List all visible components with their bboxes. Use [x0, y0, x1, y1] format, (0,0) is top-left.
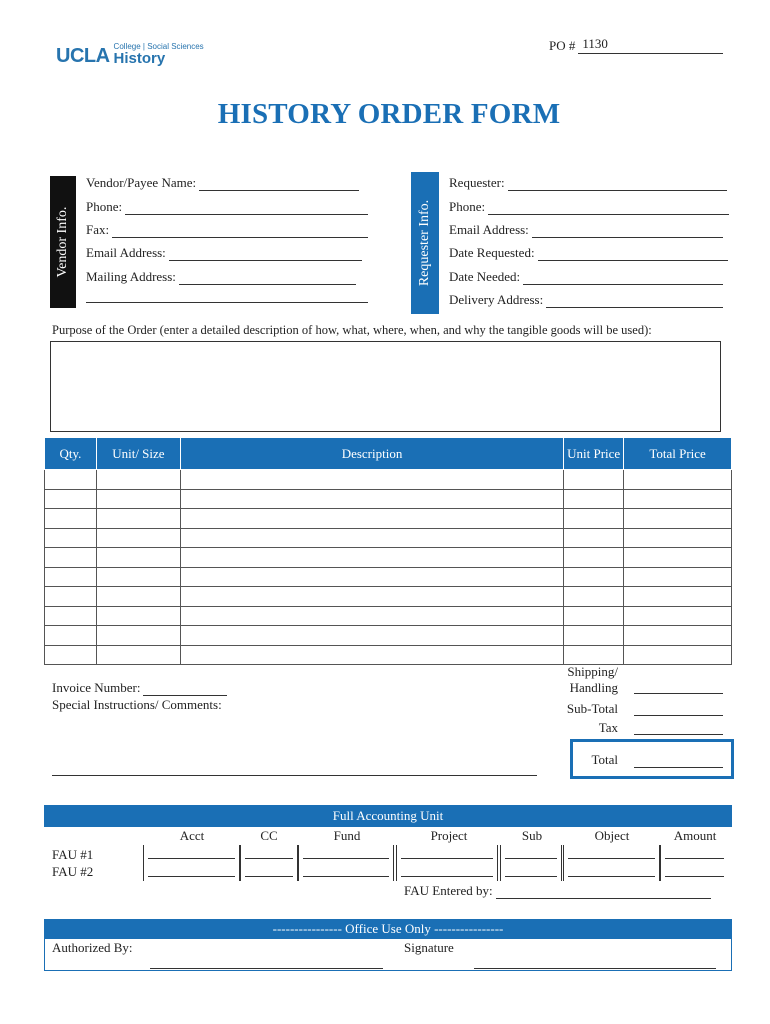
- header-unit-size: Unit/ Size: [96, 438, 180, 470]
- vendor-fax-field[interactable]: [86, 222, 368, 238]
- invoice-number-label: Invoice Number:: [52, 680, 141, 695]
- delivery-address-label: Delivery Address:: [449, 292, 544, 307]
- cell-unit-size[interactable]: [96, 587, 180, 607]
- po-field[interactable]: [578, 38, 723, 54]
- fau-cell-fund[interactable]: [298, 845, 394, 881]
- logo-department: History: [113, 50, 166, 67]
- tax-label: Tax: [598, 720, 618, 735]
- header-description: Description: [180, 438, 563, 470]
- cell-unit-size[interactable]: [96, 489, 180, 509]
- cell-unit-price[interactable]: [564, 470, 624, 490]
- fau-cell-project[interactable]: [396, 845, 498, 881]
- fau-line: [245, 858, 293, 859]
- total-field[interactable]: [634, 755, 723, 768]
- cell-total-price[interactable]: [624, 470, 732, 490]
- cell-unit-size[interactable]: [96, 528, 180, 548]
- cell-unit-size[interactable]: [96, 606, 180, 626]
- vendor-fax-label: Fax:: [86, 222, 110, 237]
- fau-line: [303, 858, 389, 859]
- cell-qty[interactable]: [45, 509, 97, 529]
- po-number: [549, 38, 723, 54]
- signature-field[interactable]: [474, 957, 716, 969]
- table-row: [45, 626, 732, 646]
- fau-cell-cc[interactable]: [240, 845, 298, 881]
- cell-qty[interactable]: [45, 587, 97, 607]
- vendor-name-field[interactable]: [86, 175, 359, 191]
- shipping-field[interactable]: [634, 681, 723, 694]
- items-table: [44, 437, 732, 665]
- header-unit-price: Unit Price: [564, 438, 624, 470]
- requester-tab-label: Requester Info.: [417, 199, 432, 287]
- shipping-label: Shipping/ Handling: [567, 664, 618, 695]
- fau-entered-by-field[interactable]: [404, 883, 711, 899]
- fau-1-label: FAU #1: [52, 847, 94, 862]
- cell-unit-price[interactable]: [564, 645, 624, 665]
- fau-2-label: FAU #2: [52, 864, 94, 879]
- fau-line: [245, 876, 293, 877]
- cell-qty[interactable]: [45, 548, 97, 568]
- vendor-email-label: Email Address:: [86, 245, 166, 260]
- vendor-mailing-field[interactable]: [86, 269, 356, 285]
- cell-unit-price[interactable]: [564, 548, 624, 568]
- cell-unit-price[interactable]: [564, 528, 624, 548]
- cell-unit-price[interactable]: [564, 587, 624, 607]
- fau-line: [665, 858, 724, 859]
- cell-total-price[interactable]: [624, 528, 732, 548]
- po-value: 1130: [582, 36, 608, 51]
- full-accounting-unit-header: Full Accounting Unit: [44, 805, 732, 827]
- office-use-header: ---------------- Office Use Only ----------------: [44, 919, 732, 939]
- requester-phone-label: Phone:: [449, 199, 486, 214]
- fau-cell-sub[interactable]: [500, 845, 562, 881]
- cell-description[interactable]: [180, 548, 563, 568]
- cell-unit-size[interactable]: [96, 548, 180, 568]
- requester-info-tab: [411, 172, 439, 314]
- ucla-history-logo: [56, 42, 204, 66]
- special-instructions-label: Special Instructions/ Comments:: [52, 697, 222, 712]
- form-title: HISTORY ORDER FORM: [217, 98, 561, 130]
- table-row: [45, 528, 732, 548]
- fau-line: [401, 876, 493, 877]
- cell-description[interactable]: [180, 470, 563, 490]
- cell-total-price[interactable]: [624, 548, 732, 568]
- vendor-info-tab: [50, 176, 76, 308]
- requester-name-label: Requester:: [449, 175, 505, 190]
- cell-qty[interactable]: [45, 645, 97, 665]
- cell-description[interactable]: [180, 567, 563, 587]
- authorized-by-field[interactable]: [150, 957, 383, 969]
- cell-qty[interactable]: [45, 470, 97, 490]
- cell-unit-price[interactable]: [564, 567, 624, 587]
- cell-qty[interactable]: [45, 606, 97, 626]
- table-row: [45, 489, 732, 509]
- fau-line: [568, 858, 655, 859]
- date-requested-field[interactable]: [449, 245, 728, 261]
- cell-description[interactable]: [180, 509, 563, 529]
- cell-unit-price[interactable]: [564, 606, 624, 626]
- cell-total-price[interactable]: [624, 587, 732, 607]
- vendor-email-field[interactable]: [86, 245, 362, 261]
- requester-email-label: Email Address:: [449, 222, 529, 237]
- header-total-price: Total Price: [624, 438, 732, 470]
- tax-field[interactable]: [634, 722, 723, 735]
- signature-label: Signature: [404, 940, 454, 955]
- requester-name-field[interactable]: [449, 175, 727, 191]
- authorized-by-label: Authorized By:: [52, 940, 133, 955]
- date-needed-label: Date Needed:: [449, 269, 521, 284]
- fau-line: [401, 858, 493, 859]
- date-requested-label: Date Requested:: [449, 245, 535, 260]
- table-row: [45, 606, 732, 626]
- vendor-phone-field[interactable]: [86, 199, 368, 215]
- cell-total-price[interactable]: [624, 567, 732, 587]
- cell-unit-price[interactable]: [564, 489, 624, 509]
- header-qty: Qty.: [45, 438, 97, 470]
- invoice-number-field[interactable]: [52, 680, 227, 696]
- table-row: [45, 470, 732, 490]
- cell-qty[interactable]: [45, 528, 97, 548]
- logo-brand: UCLA: [56, 45, 110, 67]
- fau-line: [505, 876, 557, 877]
- cell-qty[interactable]: [45, 567, 97, 587]
- col-project: Project: [430, 828, 468, 843]
- fau-line: [148, 858, 235, 859]
- table-row: [45, 587, 732, 607]
- table-row: [45, 567, 732, 587]
- subtotal-label: Sub-Total: [566, 701, 618, 716]
- comments-line[interactable]: [52, 762, 537, 776]
- fau-line: [568, 876, 655, 877]
- purpose-textarea[interactable]: [50, 341, 721, 432]
- vendor-mailing-label: Mailing Address:: [86, 269, 176, 284]
- cell-total-price[interactable]: [624, 489, 732, 509]
- cell-description[interactable]: [180, 489, 563, 509]
- col-amount: Amount: [673, 828, 717, 843]
- date-needed-field[interactable]: [449, 269, 723, 285]
- total-label: Total: [591, 752, 618, 767]
- table-row: [45, 645, 732, 665]
- cell-description[interactable]: [180, 645, 563, 665]
- vendor-phone-label: Phone:: [86, 199, 123, 214]
- po-label: PO #: [549, 38, 576, 53]
- requester-email-field[interactable]: [449, 222, 723, 238]
- cell-total-price[interactable]: [624, 606, 732, 626]
- vendor-tab-label: Vendor Info.: [55, 206, 70, 278]
- delivery-address-field[interactable]: [449, 292, 723, 308]
- col-cc: CC: [260, 828, 278, 843]
- cell-unit-size[interactable]: [96, 470, 180, 490]
- cell-unit-price[interactable]: [564, 626, 624, 646]
- fau-entered-by-label: FAU Entered by:: [404, 883, 493, 898]
- fau-line: [505, 858, 557, 859]
- fau-line: [665, 876, 724, 877]
- fau-line: [303, 876, 389, 877]
- logo-subtitle: College | Social Sciences: [113, 42, 204, 51]
- cell-qty[interactable]: [45, 626, 97, 646]
- cell-total-price[interactable]: [624, 645, 732, 665]
- cell-description[interactable]: [180, 626, 563, 646]
- col-acct: Acct: [179, 828, 205, 843]
- items-table-body: [45, 470, 732, 665]
- table-row: [45, 548, 732, 568]
- cell-unit-size[interactable]: [96, 645, 180, 665]
- cell-description[interactable]: [180, 606, 563, 626]
- cell-unit-size[interactable]: [96, 626, 180, 646]
- cell-unit-price[interactable]: [564, 509, 624, 529]
- fau-cell-acct[interactable]: [143, 845, 240, 881]
- col-sub: Sub: [521, 828, 543, 843]
- cell-total-price[interactable]: [624, 626, 732, 646]
- cell-qty[interactable]: [45, 489, 97, 509]
- purpose-label: Purpose of the Order (enter a detailed description of how, what, where, when, and why the tangible goods will be used):: [52, 323, 652, 337]
- table-row: [45, 509, 732, 529]
- requester-phone-field[interactable]: [449, 199, 729, 215]
- cell-unit-size[interactable]: [96, 509, 180, 529]
- cell-description[interactable]: [180, 528, 563, 548]
- fau-cell-object[interactable]: [563, 845, 660, 881]
- vendor-mailing-line2[interactable]: [86, 290, 368, 303]
- cell-total-price[interactable]: [624, 509, 732, 529]
- fau-line: [148, 876, 235, 877]
- subtotal-field[interactable]: [634, 703, 723, 716]
- fau-cell-amount[interactable]: [660, 845, 728, 881]
- vendor-name-label: Vendor/Payee Name:: [86, 175, 197, 190]
- cell-unit-size[interactable]: [96, 567, 180, 587]
- col-fund: Fund: [333, 828, 361, 843]
- cell-description[interactable]: [180, 587, 563, 607]
- col-object: Object: [594, 828, 630, 843]
